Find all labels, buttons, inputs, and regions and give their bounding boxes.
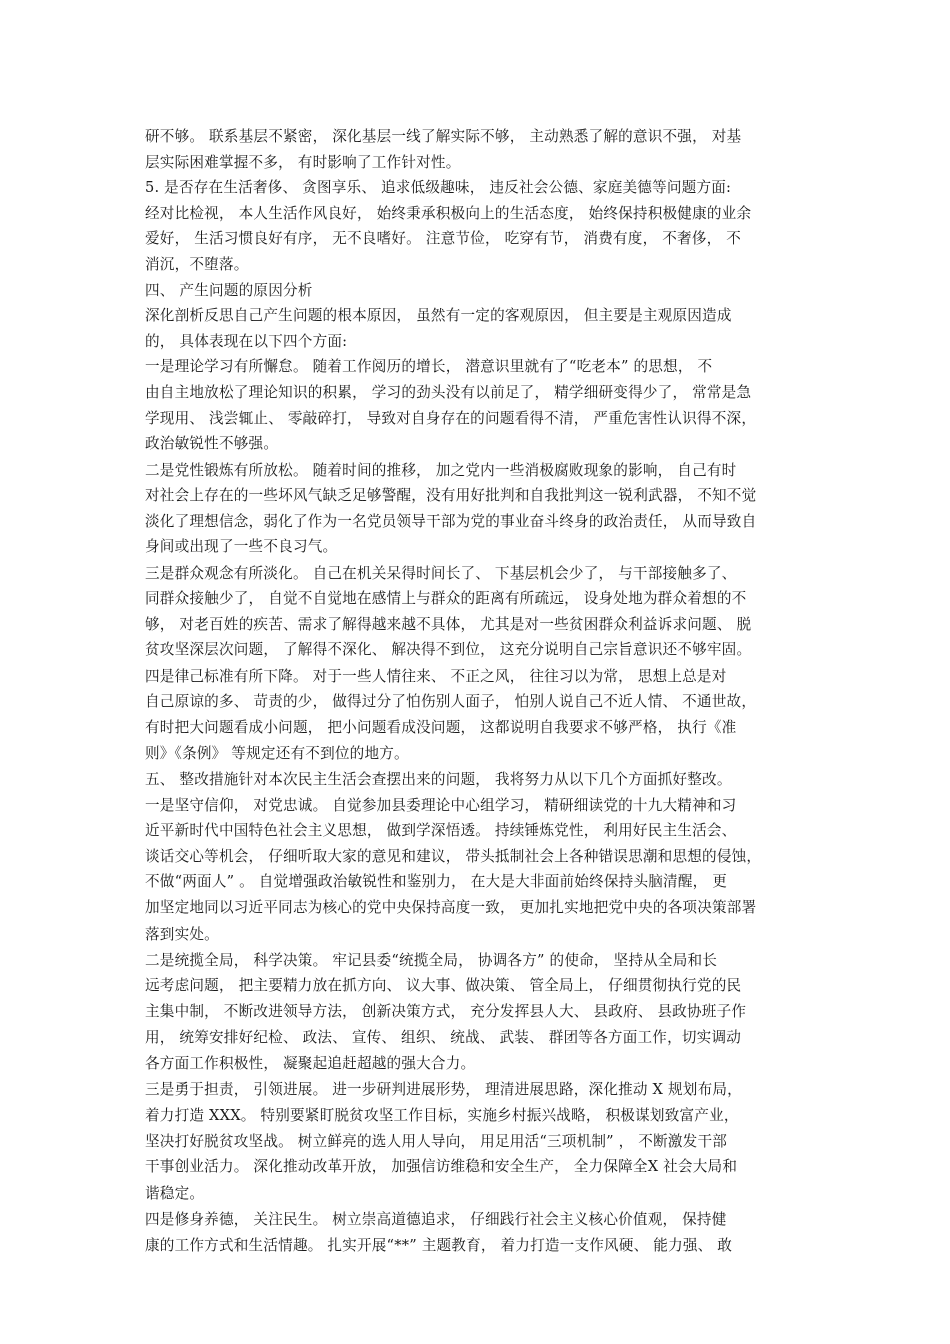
text-line: 有时把大问题看成小问题， 把小问题看成没问题， 这都说明自我要求不够严格， 执行《准 [145, 719, 737, 737]
text-line: 5. 是否存在生活奢侈、 贪图享乐、 追求低级趣味， 违反社会公德、家庭美德等问题方面: [145, 179, 732, 197]
text-line: 淡化了理想信念，弱化了作为一名党员领导干部为党的事业奋斗终身的政治责任， 从而导致自 [145, 512, 757, 530]
text-line: 谈话交心等机会， 仔细听取大家的意见和建议， 带头抵制社会上各种错误思潮和思想的侵蚀， [145, 847, 762, 865]
text-line: 落到实处。 [145, 925, 219, 943]
text-line: 则》《条例》 等规定还有不到位的地方。 [145, 744, 409, 762]
text-line: 身间或出现了一些不良习气。 [145, 538, 338, 556]
text-line: 四是修身养德， 关注民生。 树立崇高道德追求， 仔细践行社会主义核心价值观， 保持健 [145, 1210, 727, 1228]
text-line: 加坚定地同以习近平同志为核心的党中央保持高度一致， 更加扎实地把党中央的各项决策部署 [145, 899, 757, 916]
text-line: 政治敏锐性不够强。 [145, 435, 279, 453]
text-line: 深化剖析反思自己产生问题的根本原因， 虽然有一定的客观原因， 但主要是主观原因造成 [145, 307, 732, 325]
text-line: 坚决打好脱贫攻坚战。 树立鲜亮的选人用人导向， 用足用活“三项机制” ， 不断激发干部 [145, 1132, 728, 1150]
text-line: 一是理论学习有所懈怠。 随着工作阅历的增长， 潜意识里就有了“吃老本” 的思想， 不 [145, 358, 713, 376]
text-line: 各方面工作积极性， 凝聚起追赶超越的强大合力。 [145, 1055, 476, 1073]
text-line: 三是群众观念有所淡化。 自己在机关呆得时间长了、 下基层机会少了， 与干部接触多了、 [145, 564, 737, 582]
text-line: 贫攻坚深层次问题， 了解得不深化、 解决得不到位， 这充分说明自己宗旨意识还不够牢固。 [145, 641, 752, 659]
text-line: 主集中制， 不断改进领导方法， 创新决策方式， 充分发挥县人大、 县政府、 县政协班子作 [145, 1002, 747, 1020]
section-heading: 四、 产生问题的原因分析 [145, 281, 313, 299]
text-line: 的， 具体表现在以下四个方面: [145, 332, 348, 350]
text-line: 近平新时代中国特色社会主义思想， 做到学深悟透。 持续锤炼党性， 利用好民主生活会、 [145, 822, 737, 840]
text-line: 三是勇于担责， 引领进展。 进一步研判进展形势， 理清进展思路，深化推动 X 规划布局， [145, 1081, 742, 1099]
text-line: 爱好， 生活习惯良好有序， 无不良嗜好。 注意节俭， 吃穿有节， 消费有度， 不奢侈， 不 [145, 230, 742, 248]
text-line: 对社会上存在的一些坏风气缺乏足够警醒，没有用好批判和自我批判这一锐利武器， 不知不觉 [145, 487, 757, 505]
text-line: 研不够。 联系基层不紧密， 深化基层一线了解实际不够， 主动熟悉了解的意识不强， 对基 [145, 128, 742, 145]
text-line: 不做“两面人” 。 自觉增强政治敏锐性和鉴别力， 在大是大非面前始终保持头脑清醒， 更 [145, 873, 728, 891]
text-line: 康的工作方式和生活情趣。 扎实开展“**” 主题教育， 着力打造一支作风硬、 能力强、 敢 [145, 1236, 733, 1254]
text-line: 自己原谅的多、 苛责的少， 做得过分了怕伤别人面子， 怕别人说自己不近人情、 不通世故， [145, 693, 757, 711]
document-page [145, 124, 811, 1258]
text-line: 学现用、 浅尝辄止、 零敲碎打， 导致对自身存在的问题看得不清， 严重危害性认识得不深， [145, 409, 757, 427]
text-line: 四是律己标准有所下降。 对于一些人情往来、 不正之风， 往往习以为常， 思想上总是对 [145, 667, 727, 685]
text-line: 一是坚守信仰， 对党忠诚。 自觉参加县委理论中心组学习， 精研细读党的十九大精神和习 [145, 796, 737, 814]
text-line: 着力打造 XXX。 特别要紧盯脱贫攻坚工作目标，实施乡村振兴战略， 积极谋划致富产业， [145, 1106, 739, 1124]
section-heading: 五、 整改措施针对本次民主生活会查摆出来的问题， 我将努力从以下几个方面抓好整改。 [145, 771, 732, 789]
text-line: 二是统揽全局， 科学决策。 牢记县委“统揽全局， 协调各方” 的使命， 坚持从全局和长 [145, 951, 718, 969]
text-line: 谐稳定。 [145, 1184, 205, 1202]
text-line: 由自主地放松了理论知识的积累， 学习的劲头没有以前足了， 精学细研变得少了， 常常是急 [145, 383, 752, 401]
text-line: 远考虑问题， 把主要精力放在抓方向、 议大事、做决策、 管全局上， 仔细贯彻执行党的民 [145, 977, 742, 995]
text-line: 干事创业活力。 深化推动改革开放， 加强信访维稳和安全生产， 全力保障全X 社会大局和 [145, 1158, 738, 1176]
text-line: 够， 对老百姓的疾苦、需求了解得越来越不具体， 尤其是对一些贫困群众利益诉求问题、 脱 [145, 615, 752, 633]
text-line: 层实际困难掌握不多， 有时影响了工作针对性。 [145, 153, 461, 171]
text-line: 二是党性锻炼有所放松。 随着时间的推移， 加之党内一些消极腐败现象的影响， 自己有时 [145, 461, 737, 479]
text-line: 经对比检视， 本人生活作风良好， 始终秉承积极向上的生活态度， 始终保持积极健康的业余 [145, 204, 752, 222]
text-line: 消沉，不堕落。 [145, 255, 249, 273]
text-line: 同群众接触少了， 自觉不自觉地在感情上与群众的距离有所疏远， 设身处地为群众着想的不 [145, 590, 747, 608]
text-line: 用， 统筹安排好纪检、 政法、 宣传、 组织、 统战、 武装、 群团等各方面工作，切实调动 [145, 1028, 742, 1046]
